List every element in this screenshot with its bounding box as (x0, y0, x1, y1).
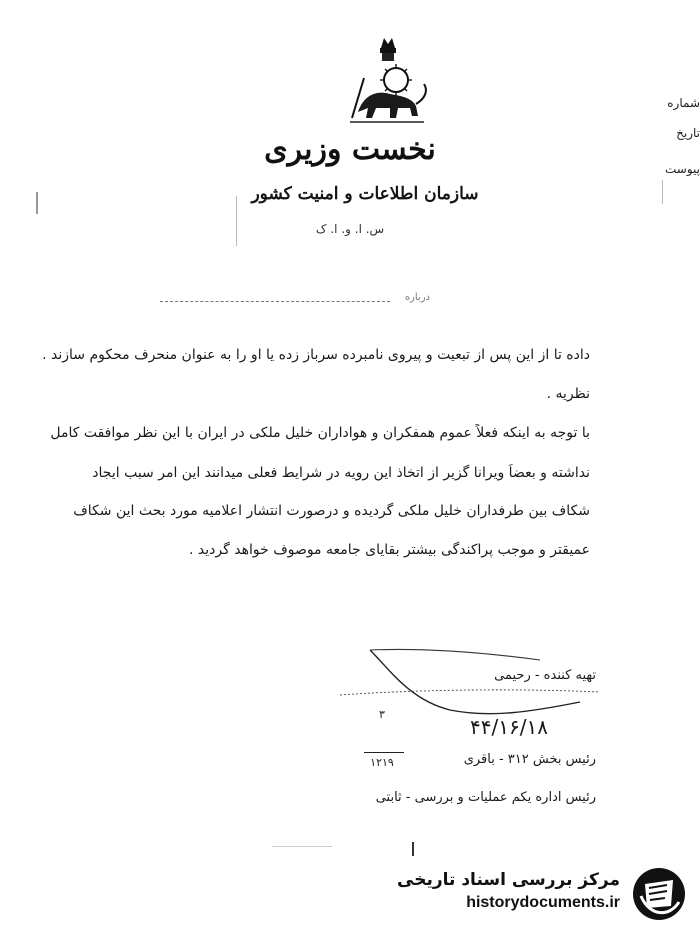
letterhead-organization: سازمان اطلاعات و امنیت کشور (251, 184, 479, 204)
body-line-1: داده تا از این پس از تبعیت و پیروی نامبرده سرباز زده یا او را به عنوان منحرف محکوم سازند . (42, 347, 590, 363)
margin-mark (236, 196, 237, 246)
body-line-5: عمیقتر و موجب پراکندگی بیشتر بقایای جامعه موصوف خواهد گردید . (189, 542, 590, 558)
bottom-mark (272, 846, 332, 847)
fraction-bottom: ۱۲۱۹ (370, 756, 394, 769)
attachment-label: پیوست (665, 162, 700, 176)
margin-mark (662, 180, 663, 204)
number-label: شماره (667, 96, 700, 110)
department-director: رئیس اداره یکم عملیات و بررسی - ثابتی (375, 790, 596, 805)
preparer-name: تهیه کننده - رحیمی (494, 668, 596, 683)
section-chief: رئیس بخش ۳۱۲ - باقری (463, 752, 596, 767)
bottom-mark (412, 842, 414, 856)
subject-dotted-line (160, 301, 390, 302)
date-label: تاریخ (676, 126, 700, 140)
letterhead-reference: س. ا. و. ا. ک (315, 222, 385, 236)
margin-mark (36, 192, 38, 214)
opinion-heading: نظریه . (546, 386, 590, 402)
body-line-3: نداشته و بعضاً ویرانا گزیر از اتخاذ این رویه در شرایط فعلی میدانند این امر سبب ایجاد (92, 465, 590, 481)
fraction-top: ۳ (379, 708, 385, 721)
subject-line: درباره (404, 292, 430, 303)
lion-and-sun-emblem-icon (338, 34, 438, 134)
letterhead-title: نخست وزیری (264, 132, 436, 167)
archive-logo-icon (629, 866, 689, 922)
body-line-4: شکاف بین طرفداران خلیل ملکی گردیده و درصورت انتشار اعلامیه مورد بحث این شکاف (73, 503, 590, 519)
serial-number: ۴۴/۱۶/۱۸ (470, 715, 548, 739)
watermark-title: مرکز بررسی اسناد تاریخی (397, 870, 620, 890)
body-line-2: با توجه به اینکه فعلاً عموم همفکران و هواداران خلیل ملکی در ایران با این نظر موافقت کامل (50, 425, 590, 441)
watermark-url: historydocuments.ir (466, 894, 620, 911)
